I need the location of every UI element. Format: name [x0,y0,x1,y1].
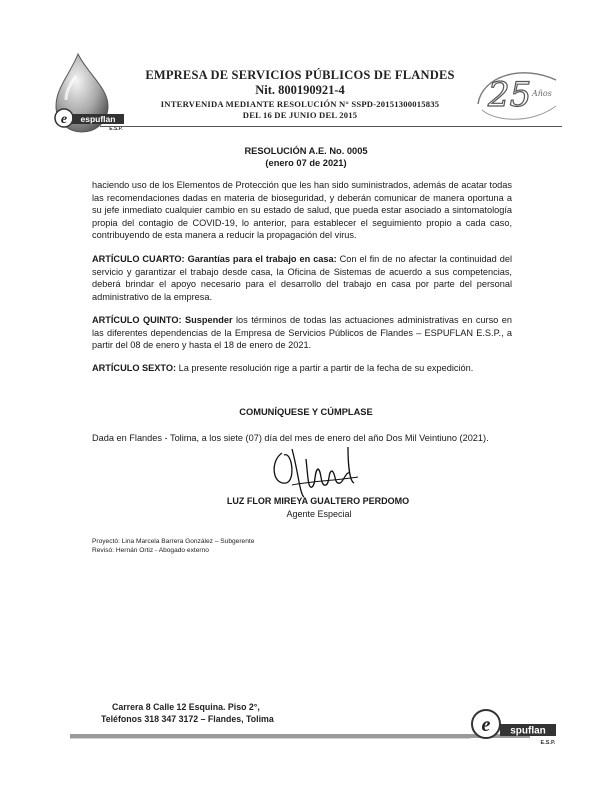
logo-sub: E.S.P. [109,126,123,132]
signer-name: LUZ FLOR MIREYA GUALTERO PERDOMO [226,496,410,506]
article-fourth-text: Con el fin de no afectar la continuidad del servicio y garantizar el trabajo desde casa, la Oficina de Sistemas de acuerdo a sus competencias, deberá brindar el apoyo necesario para el desarrollo del trabajo en casa por parte del personal administrativo de la empresa. [92,254,513,302]
svg-text:e: e [60,112,68,127]
article-sixth-text: La presente resolución rige a partir a partir de la fecha de su expedición. [176,363,474,373]
footer-logo-text: spuflan [510,725,546,737]
comuniquese-heading: COMUNÍQUESE Y CÚMPLASE [239,407,373,417]
resolution-title: RESOLUCIÓN A.E. No. 0005 [244,146,368,156]
header-intervened: INTERVENIDA MEDIANTE RESOLUCIÓN N° SSPD-20151300015835 [160,99,440,109]
article-sixth [92,362,512,375]
header-date: DEL 16 DE JUNIO DEL 2015 [242,110,358,120]
article-fifth [92,314,512,352]
signer-role: Agente Especial [286,509,352,519]
given-in-statement: Dada en Flandes - Tolima, a los siete (07) día del mes de enero del año Dos Mil Veintiuno (2021). [92,433,489,443]
espuflan-drop-logo [50,50,126,134]
anniversary-25-logo [472,60,562,130]
projected-by: Proyectó: Lina Marcela Barrera González – Subgerente [92,538,255,545]
reviewed-by: Revisó: Hernán Ortiz - Abogado externo [92,547,209,554]
footer-phone: Teléfonos 318 347 3172 – Flandes, Tolima [101,714,274,724]
article-fifth-heading: ARTÍCULO QUINTO: Suspender [92,315,233,325]
paragraph-protection: haciendo uso de los Elementos de Protección que les han sido suministrados, además de acatar todas las recomendaciones dadas en materia de bioseguridad, y deberán comunicar de manera oportuna a su jefe inmediato cualquier cambio en su estado de salud, que pueda estar asociado a sintomatología propia del contagio de COVID-19, lo anterior, para establecer el seguimiento propio a cada caso, contribuyendo de esta manera a reducir la propagación del virus. [92,180,512,241]
svg-text:e: e [481,714,491,736]
resolution-date: (enero 07 de 2021) [265,158,347,168]
footer-address: Carrera 8 Calle 12 Esquina. Piso 2°, [112,702,260,712]
header-company: EMPRESA DE SERVICIOS PÚBLICOS DE FLANDES [145,68,455,82]
anniversary-number: 25 [488,75,532,115]
article-fourth-heading: ARTÍCULO CUARTO: Garantías para el trabajo en casa: [92,254,337,264]
article-fourth [92,253,512,303]
header-nit: Nit. 800190921-4 [255,83,345,97]
handwritten-signature [262,441,372,501]
article-fifth-text: los términos de todas las actuaciones administrativas en curso en las diferentes dependencias de la Empresa de Servicios Públicos de Flandes – ESPUFLAN E.S.P., a partir del 08 de enero y hasta el 18 de enero de 2021. [92,315,512,351]
anniversary-word: Años [532,89,552,98]
header-divider [100,126,562,127]
footer-logo-sub: E.S.P. [540,740,556,746]
footer-bar-thin [70,738,470,739]
logo-text: espuflan [80,114,116,124]
espuflan-footer-logo [470,696,558,748]
article-sixth-heading: ARTÍCULO SEXTO: [92,363,177,373]
